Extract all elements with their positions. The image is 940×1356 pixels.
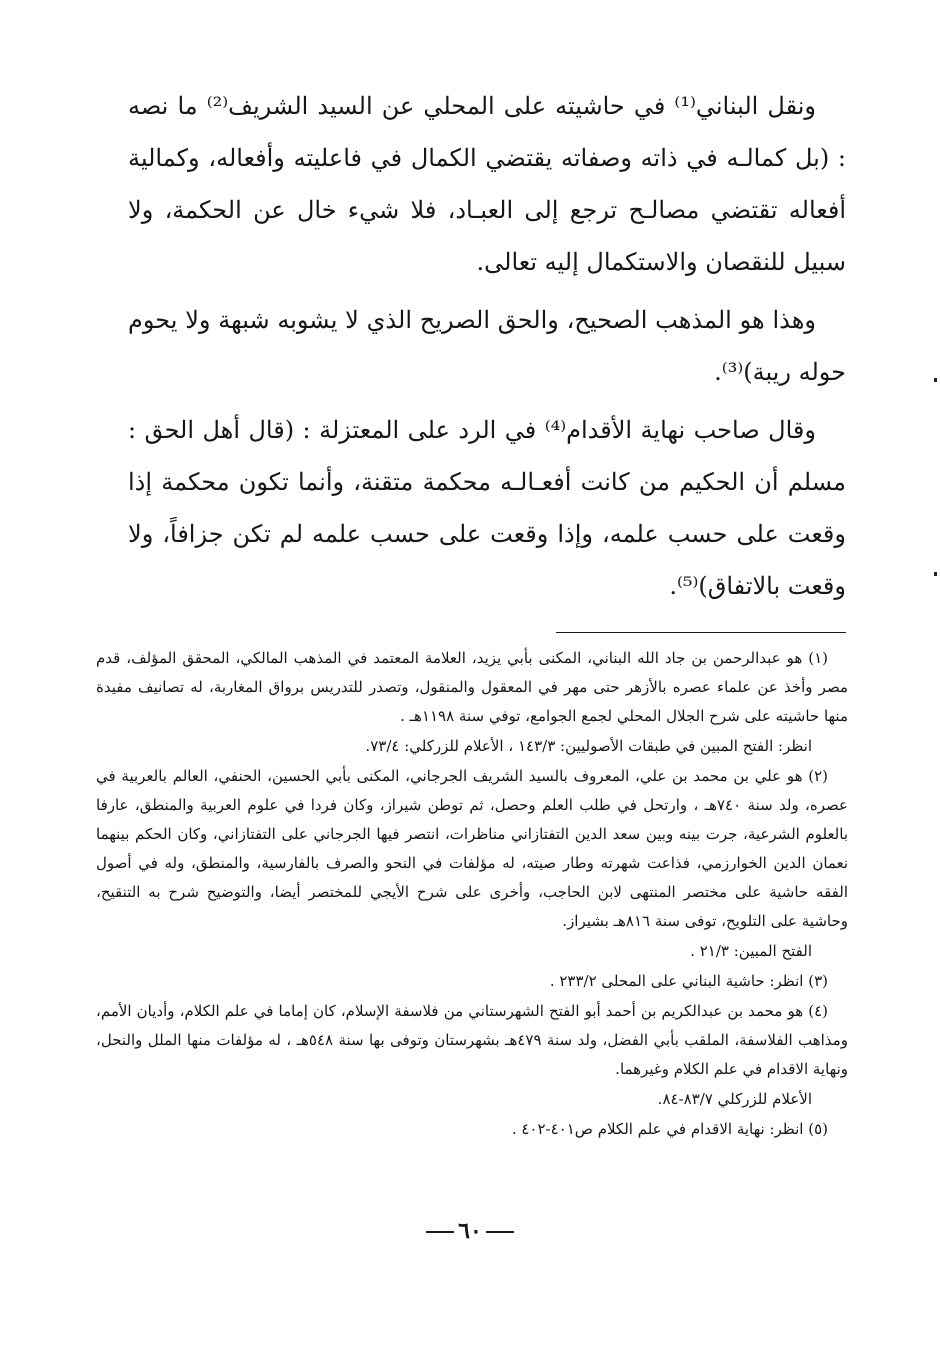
main-text	[128, 80, 846, 618]
footnote-4: (٤) هو محمد بن عبدالكريم بن أحمد أبو الفتح الشهرستاني من فلاسفة الإسلام، كان إماما في علم الكلام، وأديان الأمم، ومذاهب الفلاسفة، الملقب بأبي الفضل، ولد سنة ٤٧٩هـ بشهرستان وتوفى بها سنة ٥٤٨هـ ، له مؤلفات منها الملل والنحل، ونهاية الاقدام في علم الكلام وغيرهما.	[96, 1002, 848, 1078]
footnote-1: (١) هو عبدالرحمن بن جاد الله البناني، المكنى بأبي يزيد، العلامة المعتمد في المذهب المالكي، المحقق المؤلف، قدم مصر وأخذ عن علماء عصره بالأزهر حتى مهر في المعقول والمنقول، وتصدر للتدريس برواق المغاربة، له تصانيف مفيدة منها حاشيته على شرح الجلال المحلي لجمع الجوامع، توفي سنة ١١٩٨هـ .	[96, 649, 848, 725]
main-paragraph: ونقل البناني⁽¹⁾ في حاشيته على المحلي عن السيد الشريف⁽²⁾ ما نصه : (بل كمالـه في ذاته وصفاته يقتضي الكمال في فاعليته وأفعاله، وكمالية أفعاله تقتضي مصالـح ترجع إلى العبـاد، فلا شيء خال عن الحكمة، ولا سبيل للنقصان والاستكمال إليه تعالى.	[128, 92, 846, 276]
footnotes-section	[96, 644, 848, 1145]
main-paragraph: وقال صاحب نهاية الأقدام⁽⁴⁾ في الرد على المعتزلة : (قال أهل الحق : مسلم أن الحكيم من كانت أفعـالـه محكمة متقنة، وأنما تكون محكمة إذا وقعت على حسب علمه، وإذا وقعت على حسب علمه لم تكن جزافاً، ولا وقعت بالاتفاق)⁽⁵⁾.	[128, 416, 846, 600]
page-number-dash	[426, 1231, 454, 1233]
footnote-1-reference: انظر: الفتح المبين في طبقات الأصوليين: ١٤٣/٣ ، الأعلام للزركلي: ٧٣/٤.	[365, 737, 812, 755]
footnote-2: (٢) هو علي بن محمد بن علي، المعروف بالسيد الشريف الجرجاني، المكنى بأبي الحسين، الحنفي، العالم بالعربية في عصره، ولد سنة ٧٤٠هـ ، وارتحل في طلب العلم وحصل، ثم توطن شيراز، وكان فردا في علوم العربية والمنطق، عارفا بالعلوم الشرعية، جرت بينه وبين سعد الدين التفتازاني مناظرات، انتصر فيها الجرجاني على التفتازاني، وكان الحكم بينهما نعمان الدين الخوارزمي، فذاعت شهرته وطار صيته، له مؤلفات في النحو والصرف بالفارسية، والمنطق، وله في أصول الفقه حاشية على مختصر المنتهى لابن الحاجب، وأخرى على شرح الأيجي للمختصر أيضا، والتوضيح شرح به التنقيح، وحاشية على التلويح، توفى سنة ٨١٦هـ بشيراز.	[96, 767, 848, 930]
footnote-separator	[556, 632, 846, 633]
page-number-value: ٦٠	[458, 1218, 482, 1244]
footnote-5: (٥) انظر: نهاية الاقدام في علم الكلام ص٤٠١-٤٠٢ .	[511, 1120, 828, 1138]
page-number	[0, 1218, 940, 1244]
main-paragraph: وهذا هو المذهب الصحيح، والحق الصريح الذي لا يشوبه شبهة ولا يحوم حوله ريبة)⁽³⁾.	[128, 306, 846, 386]
scan-speck	[934, 378, 937, 382]
footnote-2-reference: الفتح المبين: ٢١/٣ .	[690, 942, 812, 960]
scan-speck	[934, 572, 937, 576]
footnote-4-reference: الأعلام للزركلي ٨٣/٧-٨٤.	[657, 1090, 812, 1108]
page-number-dash	[486, 1231, 514, 1233]
footnote-3: (٣) انظر: حاشية البناني على المحلى ٢٣٣/٢ .	[549, 972, 828, 990]
